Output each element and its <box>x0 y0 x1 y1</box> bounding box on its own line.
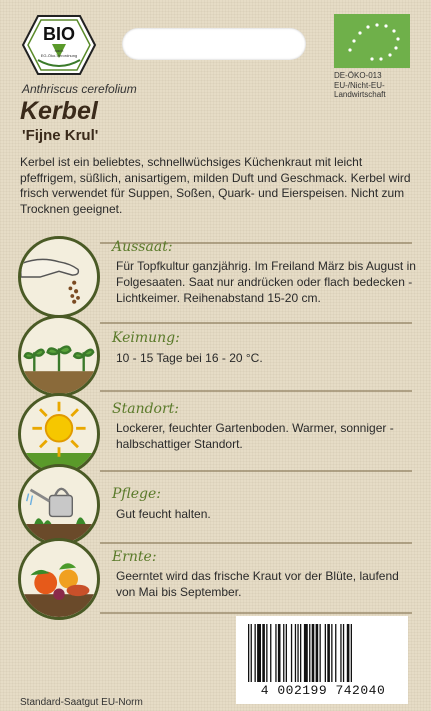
harvest-vegetables-icon <box>18 538 100 620</box>
section-title-aussaat: Aussaat: <box>112 239 173 255</box>
section-title-standort: Standort: <box>112 401 180 417</box>
section-divider <box>100 322 412 324</box>
hanging-slot <box>122 28 306 60</box>
section-title-pflege: Pflege: <box>112 486 162 502</box>
section-title-keimung: Keimung: <box>112 330 180 346</box>
watering-can-icon <box>18 464 100 546</box>
section-divider <box>100 612 412 614</box>
barcode-bars <box>246 624 396 682</box>
section-divider <box>100 470 412 472</box>
eu-line: Landwirtschaft <box>334 90 386 99</box>
bio-logo <box>22 14 96 76</box>
section-body-ernte: Geerntet wird das frische Kraut vor der Blüte, laufend von Mai bis September. <box>116 569 399 599</box>
latin-name: Anthriscus cerefolium <box>22 82 137 96</box>
eu-line: EU-/Nicht-EU- <box>334 80 385 90</box>
sprouts-icon <box>18 315 100 397</box>
footer-text: Standard-Saatgut EU-Norm <box>20 697 143 708</box>
eu-leaf-icon <box>334 14 410 68</box>
barcode-number: 4 002199 742040 <box>260 683 386 698</box>
bio-logo-sub2: EG-Öko-Verordnung <box>40 53 78 58</box>
section-body-aussaat: Für Topfkultur ganzjährig. Im Freiland März bis August in Folgesaaten. Saat nur andrücken oder flach bedecken - Lichtkeimer. Reihenabstand 15-20 cm. <box>116 259 416 305</box>
eu-certification-text <box>334 71 424 100</box>
bio-logo-text: BIO <box>42 24 76 44</box>
product-description: Kerbel ist ein beliebtes, schnellwüchsiges Küchenkraut mit leicht pfeffrigem, süßlich, anisartigem, milden Duft und Geschmack. Kerbel wird frisch verwendet für Suppen, Soßen, Quark- und Eierspeisen. Nicht zum Trocknen geeignet. <box>20 155 411 216</box>
section-divider <box>100 390 412 392</box>
section-body-pflege: Gut feucht halten. <box>116 507 211 521</box>
sowing-hand-icon <box>18 236 100 318</box>
section-body-standort: Lockerer, feuchter Gartenboden. Warmer, sonniger - halbschattiger Standort. <box>116 421 394 451</box>
section-title-ernte: Ernte: <box>112 549 157 565</box>
eu-organic-leaf-logo <box>334 14 410 68</box>
bio-logo-sub1: nach <box>54 48 64 53</box>
eu-line: DE-ÖKO-013 <box>334 71 382 80</box>
variety-name: 'Fijne Krul' <box>22 127 99 144</box>
section-body-keimung: 10 - 15 Tage bei 16 - 20 °C. <box>116 351 263 365</box>
product-title: Kerbel <box>20 97 98 125</box>
section-divider <box>100 542 412 544</box>
sun-icon <box>18 393 100 475</box>
